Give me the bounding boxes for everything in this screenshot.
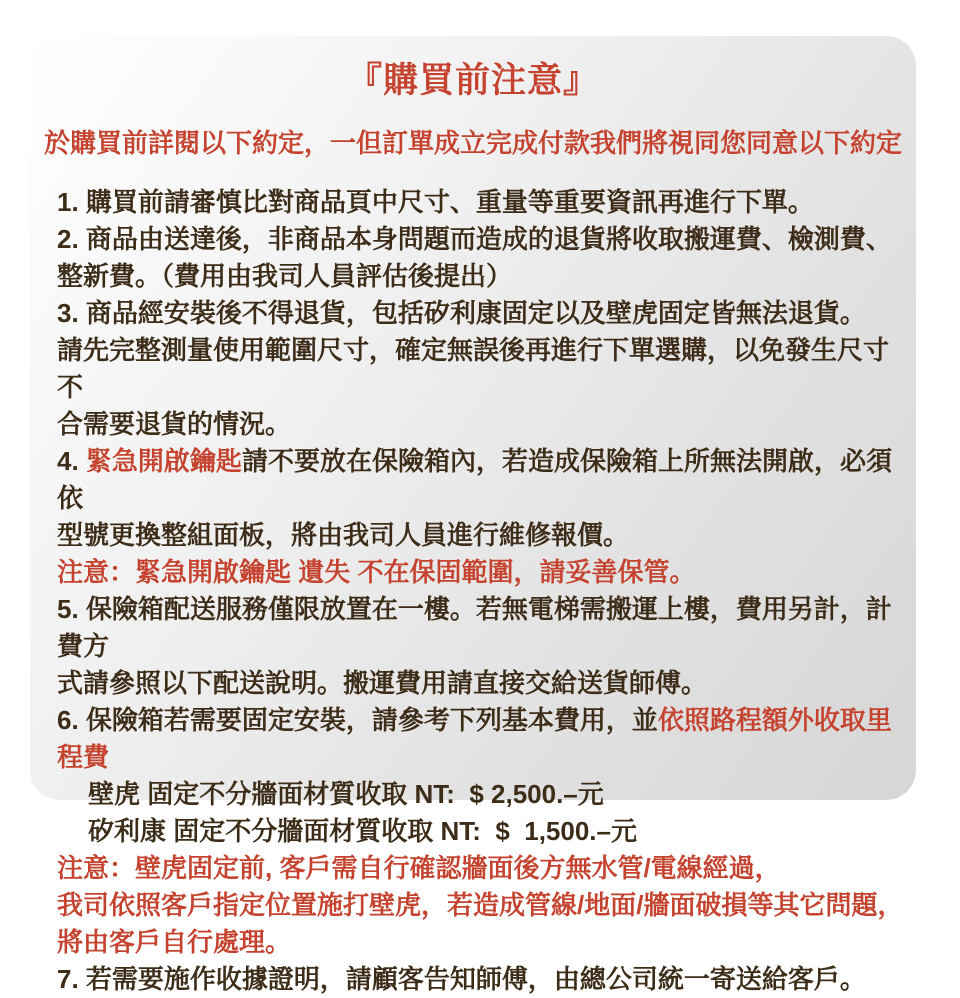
notice-line	[57, 961, 906, 998]
body-text: 整新費。（費用由我司人員評估後提出）	[57, 261, 513, 291]
highlight-text: 注意：緊急開啟鑰匙 遺失 不在保固範圍，請妥善保管。	[57, 557, 696, 587]
body-text: 請先完整測量使用範圍尺寸，確定無誤後再進行下單選購，以免發生尺寸不	[57, 335, 890, 402]
notice-line	[57, 591, 906, 665]
body-text: 合需要退貨的情況。	[57, 409, 292, 439]
notice-line	[57, 776, 906, 813]
notice-line	[57, 850, 906, 887]
highlight-text: 我司依照客戶指定位置施打壁虎，若造成管線/地面/牆面破損等其它問題，	[57, 890, 904, 920]
body-text: 式請參照以下配送說明。搬運費用請直接交給送貨師傅。	[57, 668, 708, 698]
notice-body	[30, 184, 916, 998]
notice-line	[57, 554, 906, 591]
notice-line	[57, 258, 906, 295]
notice-line	[57, 332, 906, 406]
notice-line	[57, 517, 906, 554]
body-text: 4.	[57, 446, 86, 476]
body-text: 7. 若需要施作收據證明，請顧客告知師傅，由總公司統一寄送給客戶。	[57, 964, 866, 994]
notice-line	[57, 295, 906, 332]
notice-line	[57, 924, 906, 961]
notice-line	[57, 443, 906, 517]
body-text: 請不要放在保險箱內，若造成保險箱上所無法開啟，必須依	[57, 446, 892, 513]
body-text: 2. 商品由送達後，非商品本身問題而造成的退貨將收取搬運費、檢測費、	[57, 224, 892, 254]
body-text: 壁虎 固定不分牆面材質收取 NT: $ 2,500.–元	[88, 779, 604, 809]
notice-line	[57, 221, 906, 258]
notice-line	[57, 406, 906, 443]
notice-title: 『購買前注意』	[346, 61, 599, 100]
notice-line	[57, 813, 906, 850]
purchase-notice-card	[30, 36, 916, 994]
highlight-text: 緊急開啟鑰匙	[85, 446, 242, 476]
notice-line	[57, 665, 906, 702]
notice-line	[57, 702, 906, 776]
notice-subtitle: 於購買前詳閱以下約定，一但訂單成立完成付款我們將視同您同意以下約定	[43, 128, 902, 158]
notice-line	[57, 184, 906, 221]
body-text: 1. 購買前請審慎比對商品頁中尺寸、重量等重要資訊再進行下單。	[57, 187, 814, 217]
body-text: 矽利康 固定不分牆面材質收取 NT: $ 1,500.–元	[88, 816, 637, 846]
highlight-text: 依照路程額外收取里程費	[57, 705, 892, 772]
body-text: 型號更換整組面板，將由我司人員進行維修報價。	[57, 520, 630, 550]
highlight-text: 將由客戶自行處理。	[57, 927, 292, 957]
body-text: 3. 商品經安裝後不得退貨，包括矽利康固定以及壁虎固定皆無法退貨。	[57, 298, 866, 328]
body-text: 6. 保險箱若需要固定安裝，請參考下列基本費用，並	[57, 705, 658, 735]
notice-line	[57, 887, 906, 924]
highlight-text: 注意：壁虎固定前, 客戶需自行確認牆面後方無水管/電線經過，	[57, 853, 781, 883]
body-text: 5. 保險箱配送服務僅限放置在一樓。若無電梯需搬運上樓，費用另計，計費方	[57, 594, 892, 661]
